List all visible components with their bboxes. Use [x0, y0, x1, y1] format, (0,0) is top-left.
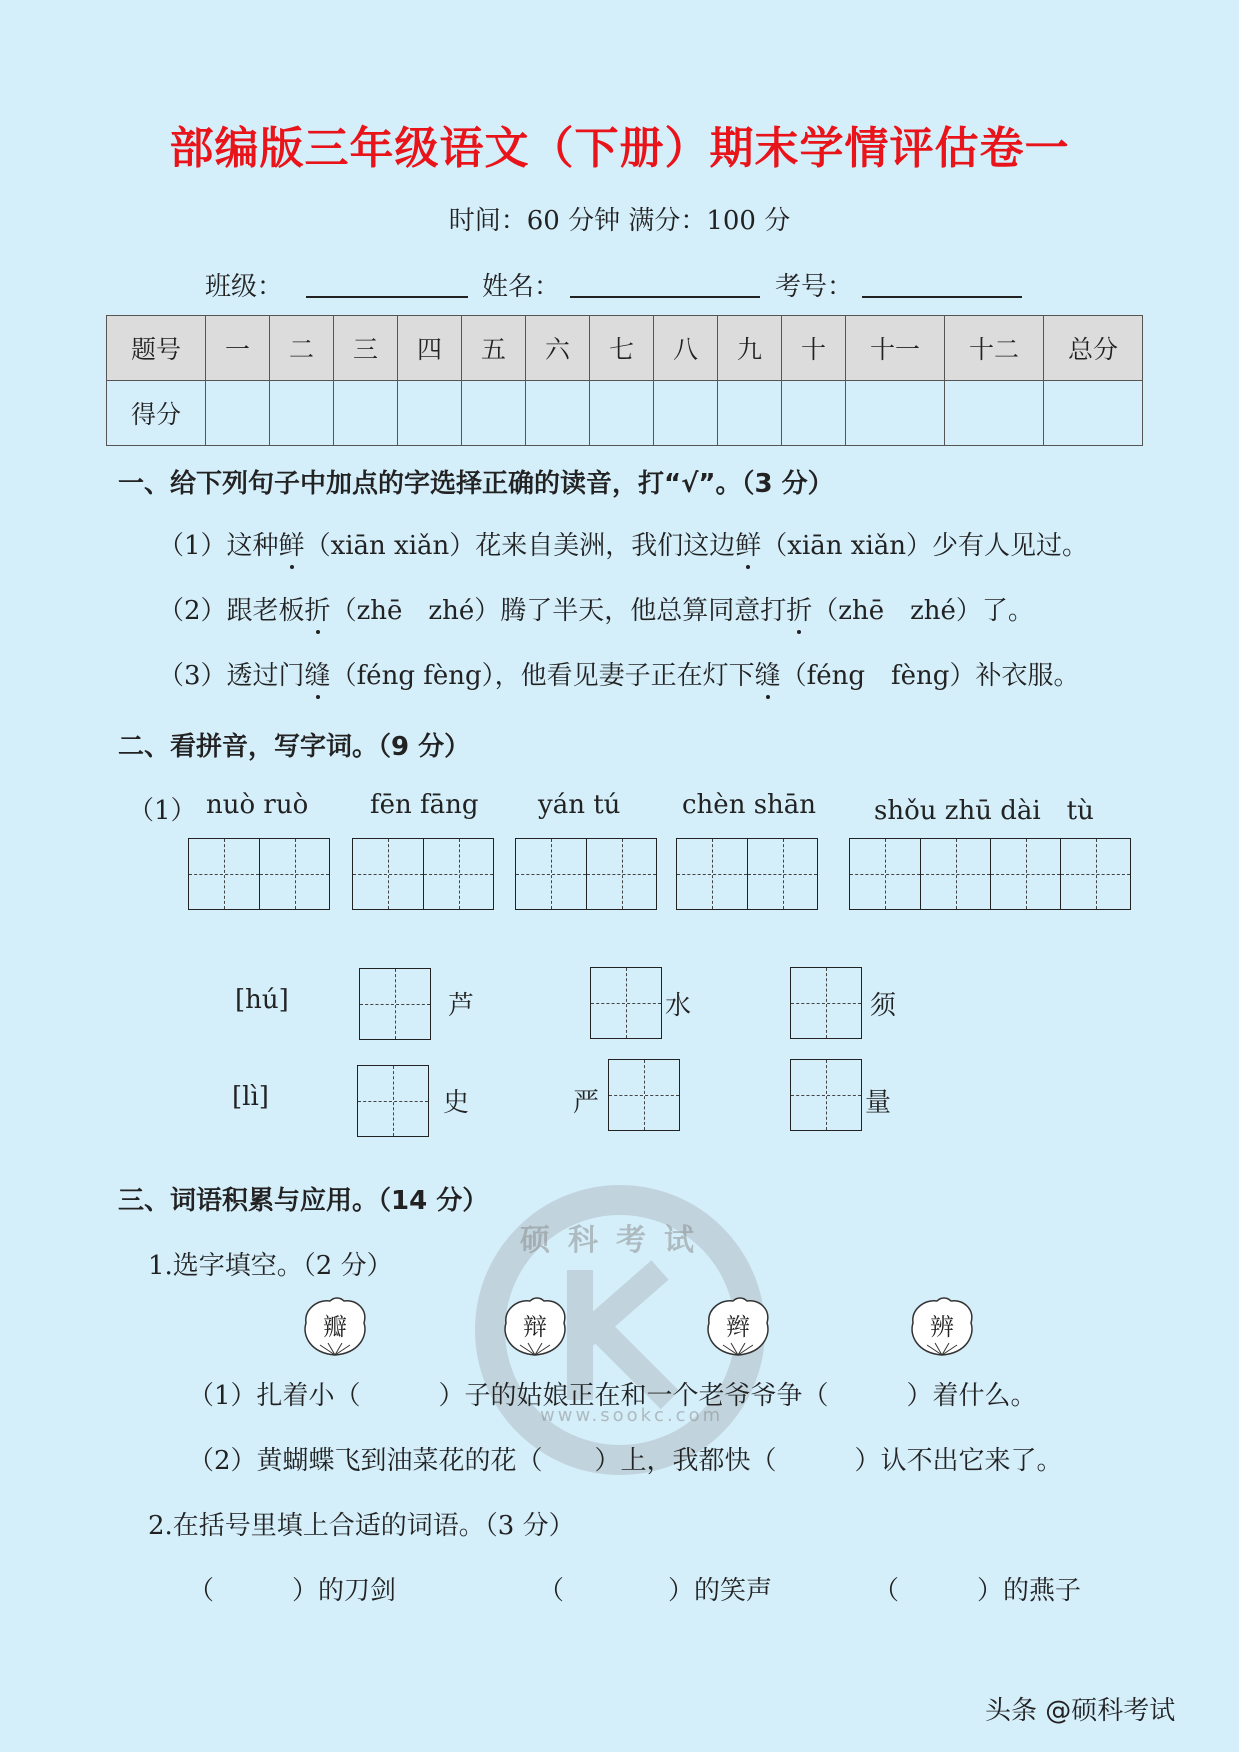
score-cell[interactable]	[334, 381, 398, 446]
writing-grid[interactable]	[790, 967, 862, 1039]
writing-grid[interactable]	[676, 838, 818, 910]
name-label: 姓名：	[482, 272, 561, 302]
dotted-char: 缝	[754, 661, 781, 691]
char-option-3	[703, 1295, 773, 1357]
header-cell: 八	[654, 316, 718, 381]
writing-grid[interactable]	[352, 838, 494, 910]
li-word-3: 量	[865, 1088, 892, 1118]
class-label: 班级：	[205, 272, 284, 302]
pinyin-5: shǒu zhū dài tù	[874, 796, 1094, 826]
question-1-2	[158, 590, 1034, 627]
header-cell: 题号	[107, 316, 206, 381]
header-cell: 十二	[945, 316, 1044, 381]
writing-grid[interactable]	[790, 1059, 862, 1131]
text: （2）跟老板	[158, 596, 305, 626]
char-option-text: 瓣	[323, 1313, 347, 1341]
pinyin-hu-label: [hú]	[235, 985, 289, 1015]
text: （zhē zhé）腾了半天，他总算同意打	[330, 596, 787, 626]
dotted-char: 折	[786, 596, 813, 626]
question-1-1	[158, 525, 1088, 562]
score-cell[interactable]	[462, 381, 526, 446]
header-cell: 一	[206, 316, 270, 381]
char-option-1	[300, 1295, 370, 1357]
fill-sentence-1: （1）扎着小（ ）子的姑娘正在和一个老爷爷争（ ）着什么。	[188, 1381, 1037, 1411]
header-cell: 十	[782, 316, 846, 381]
char-option-text: 辩	[523, 1313, 547, 1341]
number-field[interactable]	[862, 266, 1022, 298]
sub-question-number: （1）	[128, 796, 197, 826]
writing-grid[interactable]	[590, 967, 662, 1039]
header-cell: 七	[590, 316, 654, 381]
text: （féng fèng），他看见妻子正在灯下	[330, 661, 755, 691]
header-cell: 四	[398, 316, 462, 381]
watermark-url: www.sookc.com	[540, 1405, 724, 1426]
text: （xiān xiǎn）花来自美洲，我们这边	[304, 531, 736, 561]
pinyin-3: yán tú	[538, 790, 621, 820]
header-cell: 五	[462, 316, 526, 381]
header-cell: 十一	[846, 316, 945, 381]
class-field[interactable]	[306, 266, 468, 298]
score-cell[interactable]	[945, 381, 1044, 446]
hu-word-1: 芦	[448, 991, 475, 1021]
score-cell[interactable]	[654, 381, 718, 446]
pinyin-4: chèn shān	[682, 790, 817, 820]
score-table-score-row	[107, 381, 1143, 446]
hu-word-2: 水	[665, 991, 692, 1021]
fill-phrase-3: （ ）的燕子	[873, 1576, 1082, 1606]
section-2-title: 二、看拼音，写字词。（9 分）	[118, 732, 471, 762]
header-cell: 六	[526, 316, 590, 381]
dotted-char: 鲜	[735, 531, 762, 561]
exam-time-score: 时间：60 分钟 满分：100 分	[448, 206, 791, 236]
score-cell[interactable]	[398, 381, 462, 446]
header-cell: 二	[270, 316, 334, 381]
score-cell[interactable]	[1044, 381, 1143, 446]
writing-grid[interactable]	[608, 1059, 680, 1131]
score-cell[interactable]	[526, 381, 590, 446]
writing-grid[interactable]	[188, 838, 330, 910]
score-cell[interactable]	[718, 381, 782, 446]
char-option-4	[907, 1295, 977, 1357]
question-1-3	[158, 655, 1079, 692]
section-3-title: 三、词语积累与应用。（14 分）	[118, 1186, 489, 1216]
fill-sentence-2: （2）黄蝴蝶飞到油菜花的花（ ）上，我都快（ ）认不出它来了。	[188, 1446, 1063, 1476]
header-cell: 总分	[1044, 316, 1143, 381]
writing-grid[interactable]	[359, 968, 431, 1040]
name-field[interactable]	[570, 266, 760, 298]
footer-credit: 头条 @硕科考试	[985, 1696, 1176, 1726]
score-cell[interactable]	[270, 381, 334, 446]
char-option-2	[500, 1295, 570, 1357]
pinyin-2: fēn fāng	[370, 790, 479, 820]
header-cell: 三	[334, 316, 398, 381]
header-cell: 九	[718, 316, 782, 381]
pinyin-1: nuò ruò	[206, 790, 309, 820]
li-word-1: 史	[443, 1088, 470, 1118]
score-cell[interactable]	[206, 381, 270, 446]
dotted-char: 鲜	[278, 531, 305, 561]
score-table	[106, 315, 1143, 446]
char-option-text: 辫	[726, 1313, 750, 1341]
page-title: 部编版三年级语文（下册）期末学情评估卷一	[169, 123, 1070, 174]
text: （1）这种	[158, 531, 279, 561]
pinyin-li-label: [lì]	[232, 1082, 269, 1112]
dotted-char: 折	[304, 596, 331, 626]
writing-grid[interactable]	[849, 838, 1131, 910]
dotted-char: 缝	[304, 661, 331, 691]
text: （féng fèng）补衣服。	[780, 661, 1080, 691]
fill-phrase-1: （ ）的刀剑	[188, 1576, 397, 1606]
section-1-title: 一、给下列句子中加点的字选择正确的读音，打“√”。（3 分）	[118, 469, 834, 499]
score-cell[interactable]	[846, 381, 945, 446]
li-word-2: 严	[573, 1088, 600, 1118]
section-3-q2-title: 2.在括号里填上合适的词语。（3 分）	[148, 1511, 575, 1541]
score-cell[interactable]	[782, 381, 846, 446]
number-label: 考号：	[775, 272, 854, 302]
text: （xiān xiǎn）少有人见过。	[761, 531, 1089, 561]
watermark-text: 硕科考试	[520, 1223, 712, 1258]
fill-phrase-2: （ ）的笑声	[538, 1576, 773, 1606]
score-table-header-row	[107, 316, 1143, 381]
score-cell[interactable]	[590, 381, 654, 446]
section-3-q1-title: 1.选字填空。（2 分）	[148, 1251, 393, 1281]
row-label: 得分	[107, 381, 206, 446]
writing-grid[interactable]	[515, 838, 657, 910]
char-option-text: 辨	[930, 1313, 954, 1341]
text: （3）透过门	[158, 661, 305, 691]
writing-grid[interactable]	[357, 1065, 429, 1137]
text: （zhē zhé）了。	[812, 596, 1034, 626]
hu-word-3: 须	[870, 991, 897, 1021]
